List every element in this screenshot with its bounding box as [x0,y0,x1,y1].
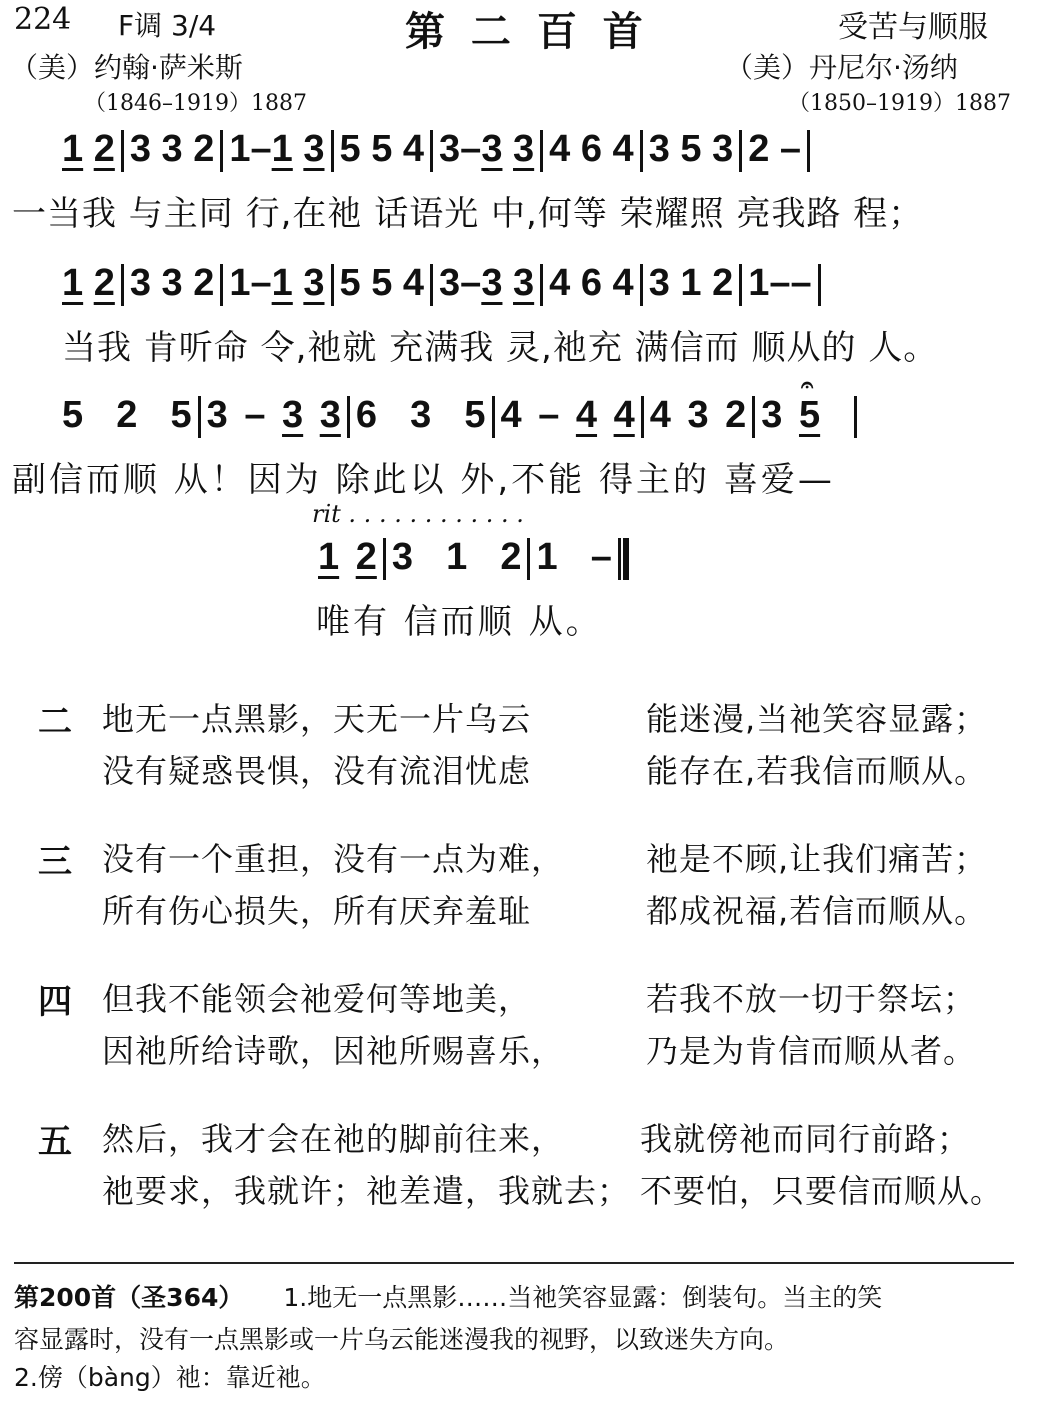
fermata-icon: 𝄐 [800,372,814,397]
verse-text: 能存在,若我信而顺从。 [646,752,988,790]
verse-text: 能迷漫,当祂笑容显露； [646,700,988,738]
verse-text: 祂要求，我就许；祂差遣，我就去； [102,1172,631,1210]
notation-line-2: 1 2 3 3 2 1–1 3 5 5 4 3–3 3 4 6 4 3 1 2 1–– [62,262,827,306]
verse-number: 二 [38,702,72,742]
notation-line-3: 5 2 5 3 – 3 3 6 3 5 4 – 4 4 4 3 2 3 5 𝄐 [62,394,863,438]
verse-text: 祂是不顾,让我们痛苦； [646,840,988,878]
measure: 1 [62,128,84,170]
verse-text: 没有疑惑畏惧，没有流泪忧虑 [102,752,532,790]
notation-line-4: 1 2 3 1 2 1 – [318,536,635,580]
lyricist: （美）约翰·萨米斯 [10,51,243,84]
verse-text: 不要怕，只要信而顺从。 [640,1172,1004,1210]
hymn-title: 第 二 百 首 [405,9,649,55]
lyrics-line-1: 一当我 与主同 行,在祂 话语光 中,何等 荣耀照 亮我路 程； [12,194,924,234]
verse-number: 四 [38,982,72,1022]
footnote-line-3: 2.傍（bàng）祂：靠近祂。 [14,1363,326,1392]
hymn-subtitle: 受苦与顺服 [838,10,988,45]
verse-text: 然后，我才会在祂的脚前往来， [102,1120,565,1158]
verse-text: 都成祝福,若信而顺从。 [646,892,988,930]
lyrics-line-4: 唯有 信而顺 从。 [316,602,603,642]
measure: 3 3 2 [129,128,215,170]
footnote-line-2: 容显露时，没有一点黑影或一片乌云能迷漫我的视野，以致迷失方向。 [14,1325,790,1354]
key-time-signature: F调 3/4 [118,9,217,42]
hymn-number: 224 [14,2,72,37]
lyrics-line-3: 副信而顺 从！因为 除此以 外,不能 得主的 喜爱— [12,460,835,500]
ritardando-marking: rit . . . . . . . . . . . . [312,500,524,528]
footnote-text: 1.地无一点黑影……当祂笑容显露：倒装句。当主的笑 [283,1283,883,1312]
verse-text: 我就傍祂而同行前路； [640,1120,971,1158]
verse-number: 五 [38,1122,72,1162]
footnote-line-1 [14,1278,882,1314]
verse-text: 地无一点黑影，天无一片乌云 [102,700,532,738]
composer: （美）丹尼尔·汤纳 [725,51,958,84]
composer-dates: （1850–1919）1887 [788,91,1011,116]
verse-number: 三 [38,842,72,882]
lyricist-dates: （1846–1919）1887 [84,91,307,116]
notation-line-1: 1 2 3 3 2 1–1 3 5 5 4 3–3 3 4 6 4 3 5 3 2 – [62,128,816,172]
verse-text: 所有伤心损失，所有厌弃羞耻 [102,892,532,930]
footnote-reference: 第200首（圣364） [14,1283,244,1312]
verse-text: 因祂所给诗歌，因祂所赐喜乐， [102,1032,565,1070]
verse-text: 乃是为肯信而顺从者。 [646,1032,977,1070]
verse-text: 但我不能领会祂爱何等地美， [102,980,532,1018]
divider [14,1262,1014,1264]
verse-text: 若我不放一切于祭坛； [646,980,977,1018]
verse-text: 没有一个重担，没有一点为难， [102,840,565,878]
lyrics-line-2: 当我 肯听命 令,祂就 充满我 灵,祂充 满信而 顺从的 人。 [62,328,939,368]
